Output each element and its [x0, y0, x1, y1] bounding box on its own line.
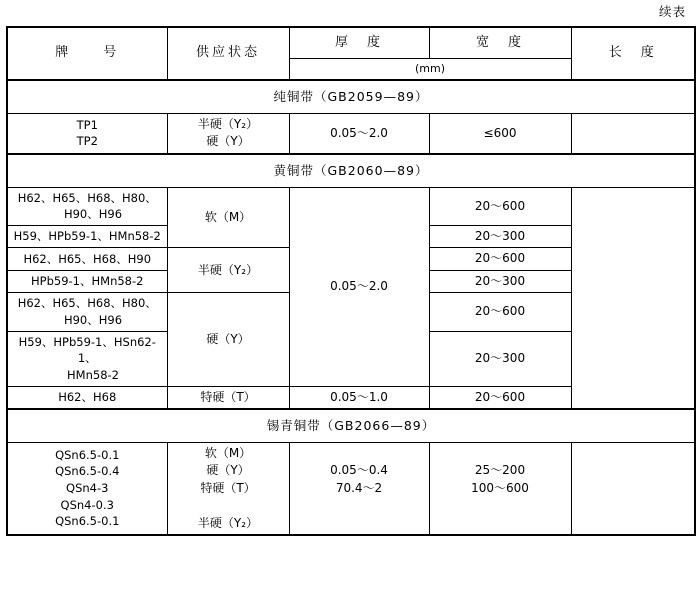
header-length: 长 度 — [571, 27, 695, 80]
grade-cell: HPb59-1、HMn58-2 — [7, 270, 167, 292]
section-title-row — [7, 80, 695, 114]
supply-line: 软（M） — [204, 445, 252, 460]
grade-line: H90、H96 — [52, 207, 123, 222]
width-cell: 20～600 — [429, 293, 571, 331]
supply-cell: 硬（Y） — [167, 293, 289, 386]
grade-cell — [7, 442, 167, 534]
width-cell: 20～300 — [429, 226, 571, 248]
width-cell: ≤600 — [429, 113, 571, 153]
grade-cell: H62、H68 — [7, 386, 167, 409]
supply-line: 半硬（Y₂） — [197, 515, 259, 530]
header-supply: 供应状态 — [167, 27, 289, 80]
thickness-line — [292, 515, 427, 532]
supply-line: 半硬（Y₂） — [197, 116, 259, 131]
section-title-brass: 黄铜带（GB2060—89） — [7, 154, 695, 188]
supply-cell: 软（M） — [167, 187, 289, 248]
grade-line: H62、H65、H68、H80、 — [17, 190, 157, 205]
width-line — [432, 497, 569, 514]
width-cell: 20～600 — [429, 248, 571, 270]
grade-cell: H59、HPb59-1、HMn58-2 — [7, 226, 167, 248]
section-title-row — [7, 154, 695, 188]
grade-line: HMn58-2 — [55, 367, 119, 382]
table-row — [7, 442, 695, 534]
thickness-line — [292, 445, 427, 462]
grade-cell: H62、H65、H68、H90 — [7, 248, 167, 270]
supply-cell — [167, 113, 289, 153]
length-cell — [571, 187, 695, 409]
width-line — [432, 515, 569, 532]
thickness-cell — [289, 442, 429, 534]
header-thickness: 厚 度 — [289, 27, 429, 59]
width-cell: 20～300 — [429, 270, 571, 292]
width-line: 25～200 — [474, 463, 526, 478]
grade-line: TP2 — [76, 134, 98, 149]
table-row — [7, 187, 695, 225]
grade-line: QSn4-3 — [66, 481, 109, 496]
width-cell: 20～600 — [429, 386, 571, 409]
section-title-row — [7, 409, 695, 443]
supply-cell: 特硬（T） — [167, 386, 289, 409]
grade-line: H90、H96 — [52, 312, 123, 327]
thickness-cell: 0.05～1.0 — [289, 386, 429, 409]
header-width: 宽 度 — [429, 27, 571, 59]
thickness-line: 70.4～2 — [335, 480, 383, 495]
grade-line: QSn6.5-0.1 — [55, 447, 120, 462]
supply-cell — [167, 442, 289, 534]
supply-line: 硬（Y） — [206, 134, 250, 149]
section-title-tin-bronze: 锡青铜带（GB2066—89） — [7, 409, 695, 443]
supply-cell: 半硬（Y₂） — [167, 248, 289, 293]
continuation-label: 续表 — [658, 4, 686, 19]
spec-table — [6, 26, 696, 536]
grade-line: QSn6.5-0.4 — [55, 464, 120, 479]
thickness-line — [292, 497, 427, 514]
grade-cell — [7, 113, 167, 153]
length-cell — [571, 442, 695, 534]
header-grade: 牌 号 — [7, 27, 167, 80]
grade-line: H62、H65、H68、H80、 — [17, 296, 157, 311]
grade-line: QSn4-0.3 — [60, 497, 114, 512]
width-line: 100～600 — [471, 480, 529, 495]
table-header-row — [7, 27, 695, 59]
supply-line: 硬（Y） — [206, 463, 250, 478]
thickness-cell: 0.05～2.0 — [289, 113, 429, 153]
grade-cell — [7, 293, 167, 331]
width-cell — [429, 442, 571, 534]
grade-line: QSn6.5-0.1 — [55, 514, 120, 529]
grade-cell — [7, 187, 167, 225]
grade-cell — [7, 331, 167, 386]
header-unit: (mm) — [289, 59, 571, 80]
supply-line — [170, 497, 287, 514]
width-cell: 20～600 — [429, 187, 571, 225]
width-cell: 20～300 — [429, 331, 571, 386]
supply-line: 特硬（T） — [200, 480, 256, 495]
width-line — [432, 445, 569, 462]
grade-line: H59、HPb59-1、HSn62-1、 — [18, 334, 156, 366]
table-row — [7, 113, 695, 153]
length-cell — [571, 113, 695, 153]
section-title-pure-copper: 纯铜带（GB2059—89） — [7, 80, 695, 114]
thickness-cell: 0.05～2.0 — [289, 187, 429, 386]
grade-line: TP1 — [76, 117, 98, 132]
thickness-line: 0.05～0.4 — [330, 463, 388, 478]
